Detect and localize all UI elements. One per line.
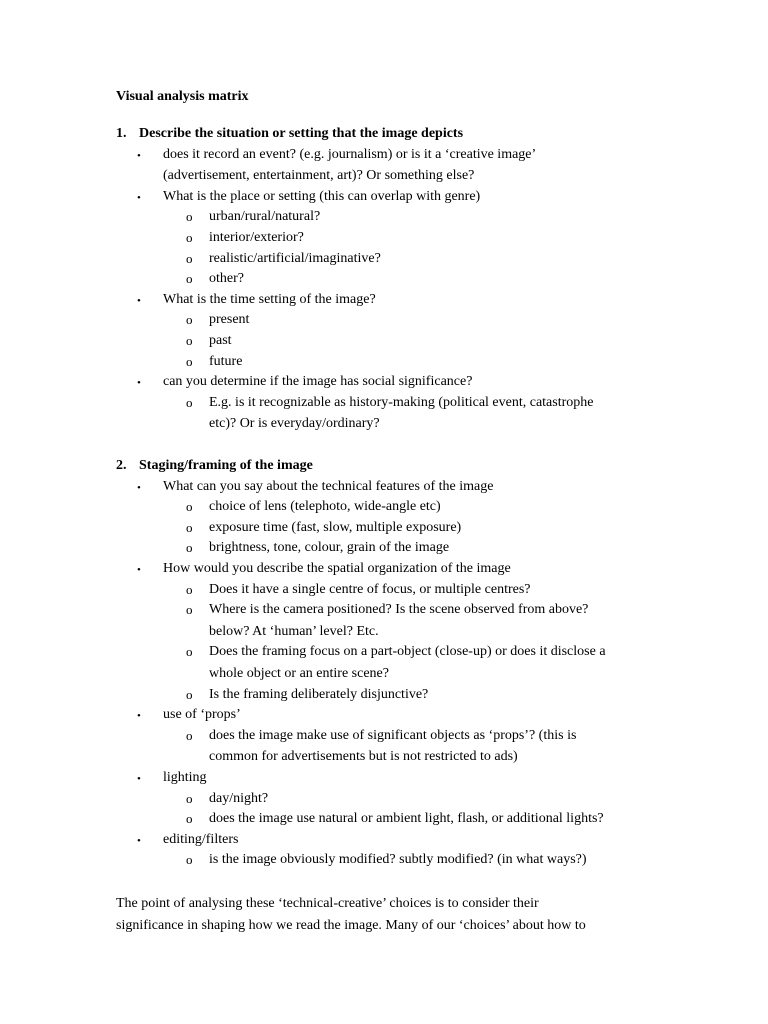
closing-paragraph-line: significance in shaping how we read the image. Many of our ‘choices’ about how to (116, 917, 586, 933)
sub-bullet-marker: o (186, 353, 193, 369)
sub-bullet-marker: o (186, 394, 193, 410)
sub-bullet-marker: o (186, 333, 193, 348)
sub-bullet-text: future (209, 353, 243, 369)
sub-bullet-marker: o (186, 852, 193, 868)
bullet-text: (advertisement, entertainment, art)? Or something else? (163, 168, 475, 184)
sub-bullet-marker: o (186, 312, 193, 328)
sub-bullet-text: Does it have a single centre of focus, or multiple centres? (209, 581, 531, 597)
sub-bullet-marker: o (186, 686, 193, 702)
sub-bullet-marker: o (186, 644, 193, 660)
sub-bullet-marker: o (186, 271, 193, 287)
sub-bullet-text: past (209, 333, 232, 348)
bullet-text: How would you describe the spatial organization of the image (163, 561, 511, 576)
sub-bullet-marker: o (186, 540, 193, 556)
sub-bullet-text: whole object or an entire scene? (209, 666, 389, 681)
sub-bullet-text: is the image obviously modified? subtly modified? (in what ways?) (209, 852, 587, 868)
sub-bullet-text: below? At ‘human’ level? Etc. (209, 623, 379, 639)
bullet-marker: • (137, 377, 141, 390)
sub-bullet-text: Is the framing deliberately disjunctive? (209, 686, 429, 702)
bullet-marker: • (137, 191, 141, 204)
sub-bullet-text: realistic/artificial/imaginative? (209, 250, 381, 266)
sub-bullet-text: present (209, 312, 250, 328)
sub-bullet-text: does the image make use of significant objects as ‘props’? (this is (209, 727, 577, 743)
sub-bullet-marker: o (186, 790, 193, 806)
sub-bullet-text: other? (209, 271, 244, 287)
sub-bullet-marker: o (186, 581, 193, 597)
bullet-text: What can you say about the technical features of the image (163, 478, 494, 494)
bullet-text: What is the time setting of the image? (163, 291, 376, 307)
sub-bullet-text: E.g. is it recognizable as history-making (political event, catastrophe (209, 394, 594, 410)
sub-bullet-marker: o (186, 519, 193, 535)
bullet-marker: • (137, 294, 141, 307)
bullet-marker: • (137, 834, 141, 847)
sub-bullet-text: Does the framing focus on a part-object (close-up) or does it disclose a (209, 644, 606, 660)
sub-bullet-text: etc)? Or is everyday/ordinary? (209, 416, 380, 432)
sub-bullet-marker: o (186, 811, 193, 827)
bullet-marker: • (137, 710, 141, 723)
sub-bullet-text: does the image use natural or ambient light, flash, or additional lights? (209, 811, 604, 827)
bullet-marker: • (137, 481, 141, 494)
sub-bullet-marker: o (186, 209, 193, 225)
bullet-text: can you determine if the image has social significance? (163, 374, 473, 390)
bullet-text: use of ‘props’ (163, 707, 241, 723)
bullet-marker: • (137, 773, 141, 785)
page-title: Visual analysis matrix (116, 89, 249, 104)
bullet-text: What is the place or setting (this can overlap with genre) (163, 188, 481, 204)
sub-bullet-text: choice of lens (telephoto, wide-angle etc) (209, 499, 441, 515)
sub-bullet-marker: o (186, 230, 193, 245)
section-number: 2. (116, 458, 127, 473)
section-heading: Describe the situation or setting that the image depicts (139, 126, 464, 141)
sub-bullet-marker: o (186, 250, 193, 266)
closing-paragraph-line: The point of analysing these ‘technical-creative’ choices is to consider their (116, 896, 539, 911)
bullet-text: lighting (163, 770, 207, 785)
sub-bullet-text: common for advertisements but is not restricted to ads) (209, 749, 518, 765)
sub-bullet-text: urban/rural/natural? (209, 209, 321, 225)
sub-bullet-text: interior/exterior? (209, 230, 304, 245)
bullet-text: editing/filters (163, 831, 239, 847)
sub-bullet-marker: o (186, 499, 193, 515)
bullet-marker: • (137, 564, 141, 576)
section-heading: Staging/framing of the image (139, 458, 313, 473)
bullet-marker: • (137, 149, 141, 162)
sub-bullet-marker: o (186, 602, 193, 618)
bullet-text: does it record an event? (e.g. journalism) or is it a ‘creative image’ (163, 146, 537, 162)
sub-bullet-text: Where is the camera positioned? Is the scene observed from above? (209, 602, 589, 618)
sub-bullet-text: exposure time (fast, slow, multiple exposure) (209, 519, 462, 535)
sub-bullet-marker: o (186, 727, 193, 743)
sub-bullet-text: day/night? (209, 790, 269, 806)
section-number: 1. (116, 126, 127, 141)
sub-bullet-text: brightness, tone, colour, grain of the image (209, 540, 450, 556)
